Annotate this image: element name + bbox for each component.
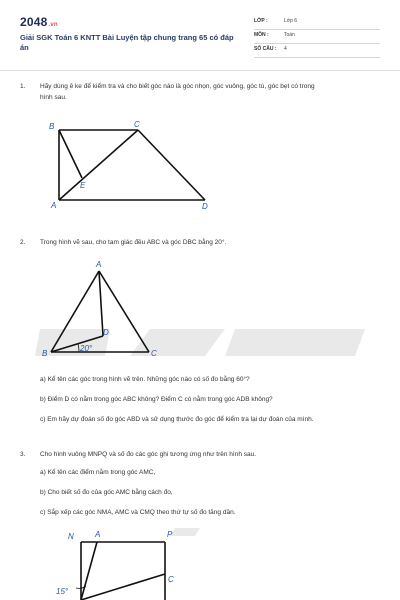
question-text: Trong hình vẽ sau, cho tam giác đều ABC và góc DBC bằng 20°. (40, 239, 227, 246)
figure-q1 (40, 118, 220, 216)
label-c: C (134, 120, 140, 129)
label-b: B (49, 122, 55, 131)
meta-value: Toán (284, 32, 295, 38)
label-c: C (151, 349, 157, 358)
question-number: 2. (20, 239, 26, 246)
meta-row-count (254, 43, 380, 58)
label-d: D (103, 328, 109, 337)
meta-key: LỚP : (254, 18, 268, 24)
logo-text: 2048 (20, 15, 48, 29)
meta-key: SỐ CÂU : (254, 46, 277, 52)
figure-q2 (35, 256, 365, 366)
header-divider (0, 70, 400, 71)
meta-value: Lớp 6 (284, 18, 298, 24)
label-d: D (202, 202, 208, 211)
meta-value: 4 (284, 46, 287, 52)
angle-label: 20° (80, 344, 93, 353)
angle-label: 15° (56, 587, 69, 596)
label-p: P (167, 530, 173, 539)
meta-key: MÔN : (254, 32, 269, 38)
question-2-part-b: b) Điểm D có nằm trong góc ABC không? Điểm C có nằm trong góc ADB không? (40, 396, 273, 403)
question-3-part-a: a) Kể tên các điểm nằm trong góc AMC, (40, 469, 156, 476)
document-title: Giải SGK Toán 6 KNTT Bài Luyện tập chung trang 65 có đáp án (20, 33, 234, 52)
question-text: Cho hình vuông MNPQ và số đo các góc ghi tương ứng như trên hình sau. (40, 451, 257, 458)
label-c: C (168, 575, 174, 584)
label-a: A (95, 530, 101, 539)
page-header (0, 0, 400, 70)
watermark (170, 528, 200, 536)
meta-row-class (254, 15, 380, 30)
figure-q3 (50, 526, 210, 600)
question-text-line: hình sau. (40, 94, 67, 101)
label-a: A (51, 201, 57, 210)
question-2-part-a: a) Kể tên các góc trong hình vẽ trên. Những góc nào có số đo bằng 60°? (40, 376, 250, 383)
label-a: A (96, 260, 102, 269)
label-b: B (42, 349, 48, 358)
question-text (40, 81, 315, 103)
question-2-part-c: c) Em hãy dự đoán số đo góc ABD và sử dụng thước đo góc để kiểm tra lại dự đoán của mình. (40, 416, 314, 423)
meta-row-subject (254, 29, 380, 44)
label-e: E (80, 181, 86, 190)
site-logo[interactable] (20, 15, 58, 29)
question-3-part-c: c) Sắp xếp các góc NMA, AMC và CMQ theo thứ tự số đo tăng dần. (40, 509, 236, 516)
question-text-line: Hãy dùng ê ke để kiểm tra và cho biết góc nào là góc nhọn, góc vuông, góc tù, góc bẹt có trong (40, 83, 315, 90)
question-3-part-b: b) Cho biết số đo của góc AMC bằng cách đo, (40, 489, 173, 496)
label-n: N (68, 532, 74, 541)
logo-suffix: .vn (48, 22, 58, 28)
question-number: 1. (20, 83, 26, 90)
question-number: 3. (20, 451, 26, 458)
